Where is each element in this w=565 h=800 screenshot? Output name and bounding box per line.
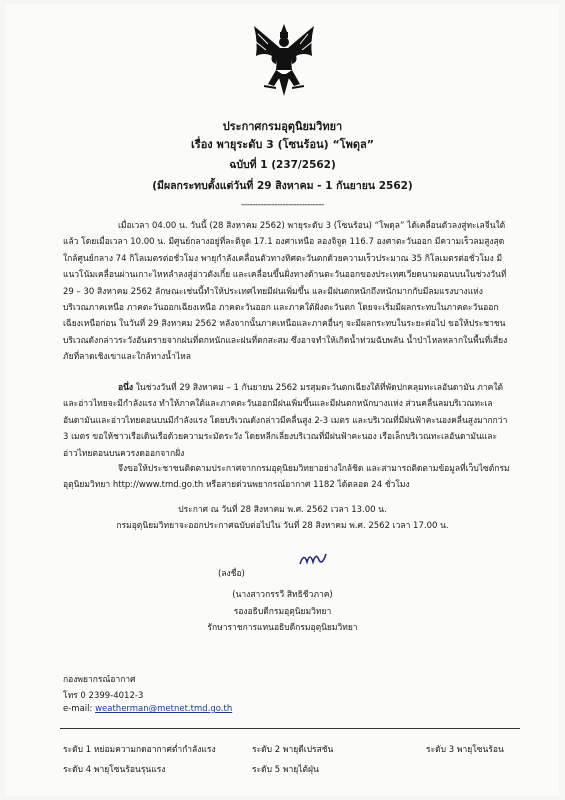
signature-label: (ลงชื่อ) bbox=[218, 569, 245, 579]
garuda-emblem-icon bbox=[250, 22, 318, 100]
signatory-position: รองอธิบดีกรมอุตุนิยมวิทยา bbox=[233, 607, 332, 617]
email-label: e-mail: bbox=[63, 704, 96, 714]
paragraph-monsoon bbox=[63, 380, 511, 462]
issue-number: ฉบับที่ 1 (237/2562) bbox=[229, 159, 336, 171]
handwritten-signature-icon bbox=[298, 548, 328, 570]
email-link[interactable]: weatherman@metnet.tmd.go.th bbox=[95, 704, 233, 714]
announcement-subject: เรื่อง พายุระดับ 3 (โซนร้อน) “โพดุล” bbox=[191, 138, 374, 151]
paragraph-advice: จึงขอให้ประชาชนติดตามประกาศจากกรมอุตุนิยมวิทยาอย่างใกล้ชิด และสามารถติดตามข้อมูลที่เว็บไซต์กรมอุตุนิยมวิทยา http://www.tmd.go.th หรือสายด่วนพยากรณ์อากาศ 1182 ได้ตลอด 24 ชั่วโมง bbox=[63, 464, 510, 491]
legend-level-1: ระดับ 1 หย่อมความกดอากาศต่ำกำลังแรง bbox=[63, 745, 216, 755]
paragraph-storm-details: เมื่อเวลา 04.00 น. วันนี้ (28 สิงหาคม 2562) พายุระดับ 3 (โซนร้อน) “โพดุล” ได้เคลื่อนตัวลงสู่ทะเลจีนใต้แล้ว โดยเมื่อเวลา 10.00 น. มีศูนย์กลางอยู่ที่ละติจูด 17.1 องศาเหนือ ลองจิจูด 116.7 องศาตะวันออก มีความเร็วลมสูงสุดใกล้ศูนย์กลาง 74 กิโลเมตรต่อชั่วโมง พายุกำลังเคลื่อนตัวทางทิศตะวันตกด้วยความเร็วประมาณ 35 กิโลเมตรต่อชั่วโมง มีแนวโน้มเคลื่อนผ่านเกาะไหหลำลงสู่อ่าวตังเกี๋ย และเคลื่อนขึ้นฝั่งทางด้านตะวันออกของประเทศเวียดนามตอนบนในช่วงวันที่ 29 – 30 สิงหาคม 2562 ลักษณะเช่นนี้ทำให้ประเทศไทยมีฝนเพิ่มขึ้น และมีฝนตกหนักถึงหนักมากกับมีลมแรงบางแห่ง บริเวณภาคเหนือ ภาคตะวันออกเฉียงเหนือ ภาคตะวันออก และภาคใต้ฝั่งตะวันตก โดยจะเริ่มมีผลกระทบในภาคตะวันออกเฉียงเหนือก่อน ในวันที่ 29 สิงหาคม 2562 หลังจากนั้นภาคเหนือและภาคอื่นๆ จะมีผลกระทบในระยะต่อไป ขอให้ประชาชนบริเวณดังกล่าวระวังอันตรายจากฝนที่ตกหนักและฝนที่ตกสะสม ซึ่งอาจทำให้เกิดน้ำท่วมฉับพลัน น้ำป่าไหลหลากในพื้นที่เสี่ยงภัยที่ลาดเชิงเขาและใกล้ทางน้ำไหล bbox=[63, 221, 508, 363]
announcement-title: ประกาศกรมอุตุนิยมวิทยา bbox=[222, 120, 343, 133]
next-release-datetime: กรมอุตุนิยมวิทยาจะออกประกาศฉบับต่อไปใน วันที่ 28 สิงหาคม พ.ศ. 2562 เวลา 17.00 น. bbox=[116, 521, 449, 531]
footer-rule bbox=[60, 728, 520, 729]
legend-level-2: ระดับ 2 พายุดีเปรสชัน bbox=[252, 745, 334, 755]
effective-period: (มีผลกระทบตั้งแต่วันที่ 29 สิงหาคม - 1 กันยายน 2562) bbox=[152, 180, 413, 192]
paragraph-lead-word: อนึ่ง bbox=[118, 383, 134, 393]
contact-email bbox=[63, 704, 232, 714]
paragraph-monsoon-text: ในช่วงวันที่ 29 สิงหาคม – 1 กันยายน 2562 มรสุมตะวันตกเฉียงใต้ที่พัดปกคลุมทะเลอันดามัน ภาคใต้และอ่าวไทยจะมีกำลังแรง ทำให้ภาคใต้และภาคตะวันออกมีฝนเพิ่มขึ้นและมีฝนตกหนักบางแห่ง ส่วนคลื่นลมบริเวณทะเลอันดามันและอ่าวไทยตอนบนมีกำลังแรง โดยบริเวณดังกล่าวมีคลื่นสูง 2-3 เมตร และบริเวณที่มีฝนฟ้าคะนองคลื่นสูงมากกว่า 3 เมตร ขอให้ชาวเรือเดินเรือด้วยความระมัดระวัง โดยหลีกเลี่ยงบริเวณที่มีฝนฟ้าคะนอง เรือเล็กบริเวณทะเลอันดามันและอ่าวไทยตอนบนควรงดออกจากฝั่ง bbox=[63, 383, 508, 459]
signatory-name: (นางสาวกรรวี สิทธิชีวภาค) bbox=[232, 590, 333, 600]
legend-level-4: ระดับ 4 พายุโซนร้อนรุนแรง bbox=[63, 765, 166, 775]
contact-department: กองพยากรณ์อากาศ bbox=[63, 675, 136, 685]
contact-phone: โทร 0 2399-4012-3 bbox=[63, 691, 144, 701]
legend-level-3: ระดับ 3 พายุโซนร้อน bbox=[426, 745, 504, 755]
signatory-acting-position: รักษาราชการแทนอธิบดีกรมอุตุนิยมวิทยา bbox=[207, 623, 358, 633]
section-divider: ------------------------------ bbox=[241, 200, 324, 210]
legend-level-5: ระดับ 5 พายุไต้ฝุ่น bbox=[252, 765, 319, 775]
issued-datetime: ประกาศ ณ วันที่ 28 สิงหาคม พ.ศ. 2562 เวลา 13.00 น. bbox=[178, 505, 387, 515]
